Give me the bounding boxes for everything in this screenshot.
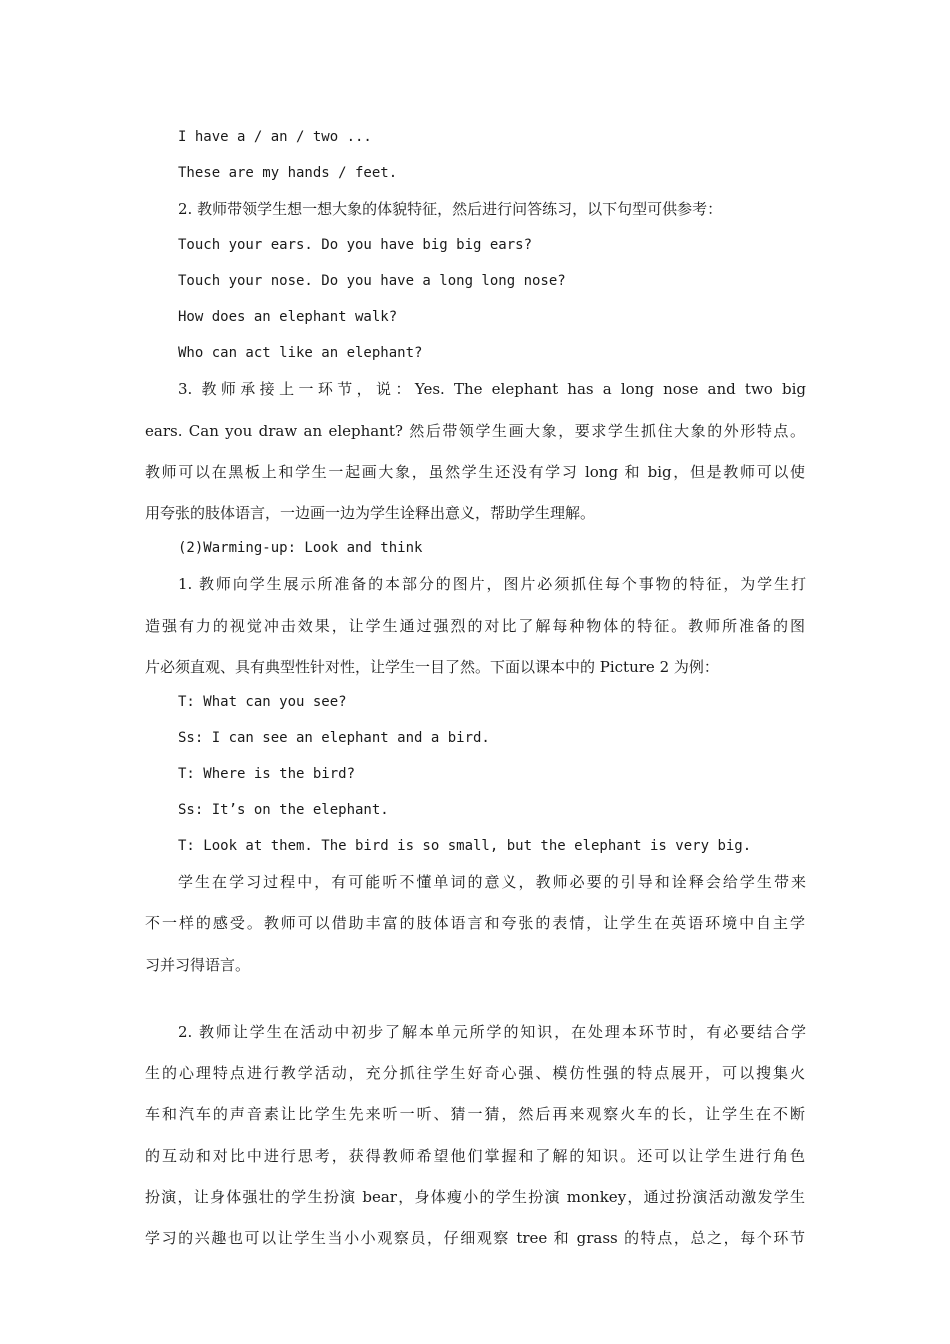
text-line: 学习的兴趣也可以让学生当小小观察员，仔细观察 tree 和 grass 的特点，总之，每个环节 xyxy=(145,1229,805,1247)
text-line: These are my hands / feet. xyxy=(178,165,398,181)
text-line: How does an elephant walk? xyxy=(178,309,398,325)
text-line: ears. Can you draw an elephant? 然后带领学生画大象，要求学生抓住大象的外形特点。 xyxy=(145,422,805,440)
text-line: 的互动和对比中进行思考，获得教师希望他们掌握和了解的知识。还可以让学生进行角色 xyxy=(145,1147,805,1165)
text-line: 2. 教师带领学生想一想大象的体貌特征，然后进行问答练习，以下句型可供参考： xyxy=(178,200,723,218)
text-line: 2. 教师让学生在活动中初步了解本单元所学的知识，在处理本环节时，有必要结合学 xyxy=(178,1023,806,1041)
text-line: 扮演，让身体强壮的学生扮演 bear，身体瘦小的学生扮演 monkey，通过扮演活动激发学生 xyxy=(145,1188,805,1206)
text-line: 车和汽车的声音素让比学生先来听一听、猜一猜，然后再来观察火车的长，让学生在不断 xyxy=(145,1105,805,1123)
text-line: 教师可以在黑板上和学生一起画大象，虽然学生还没有学习 long 和 big，但是教师可以使 xyxy=(145,463,805,481)
text-line: 3. 教师承接上一环节，说：Yes. The elephant has a long nose and two big xyxy=(178,380,806,398)
text-line: 生的心理特点进行教学活动，充分抓往学生好奇心强、模仿性强的特点展开，可以搜集火 xyxy=(145,1064,805,1082)
text-line: T: What can you see? xyxy=(178,694,347,710)
text-line: 片必须直观、具有典型性针对性，让学生一目了然。下面以课本中的 Picture 2 为例： xyxy=(145,658,719,676)
text-line: 造强有力的视觉冲击效果，让学生通过强烈的对比了解每种物体的特征。教师所准备的图 xyxy=(145,617,805,635)
text-line: Who can act like an elephant? xyxy=(178,345,423,361)
text-line: 不一样的感受。教师可以借助丰富的肢体语言和夸张的表情，让学生在英语环境中自主学 xyxy=(145,914,805,932)
section-heading: (2)Warming-up: Look and think xyxy=(178,540,423,556)
text-line: Ss: It’s on the elephant. xyxy=(178,802,389,818)
text-line: I have a / an / two ... xyxy=(178,129,372,145)
text-line: Ss: I can see an elephant and a bird. xyxy=(178,730,490,746)
text-line: Touch your ears. Do you have big big ears? xyxy=(178,237,533,253)
text-line: Touch your nose. Do you have a long long nose? xyxy=(178,273,566,289)
text-line: 学生在学习过程中，有可能听不懂单词的意义，教师必要的引导和诠释会给学生带来 xyxy=(178,873,806,891)
text-line: T: Look at them. The bird is so small, but the elephant is very big. xyxy=(178,838,752,854)
text-line: 习并习得语言。 xyxy=(145,956,251,974)
text-line: 用夸张的肢体语言，一边画一边为学生诠释出意义，帮助学生理解。 xyxy=(145,504,596,522)
text-line: 1. 教师向学生展示所准备的本部分的图片，图片必须抓住每个事物的特征，为学生打 xyxy=(178,575,806,593)
text-line: T: Where is the bird? xyxy=(178,766,356,782)
